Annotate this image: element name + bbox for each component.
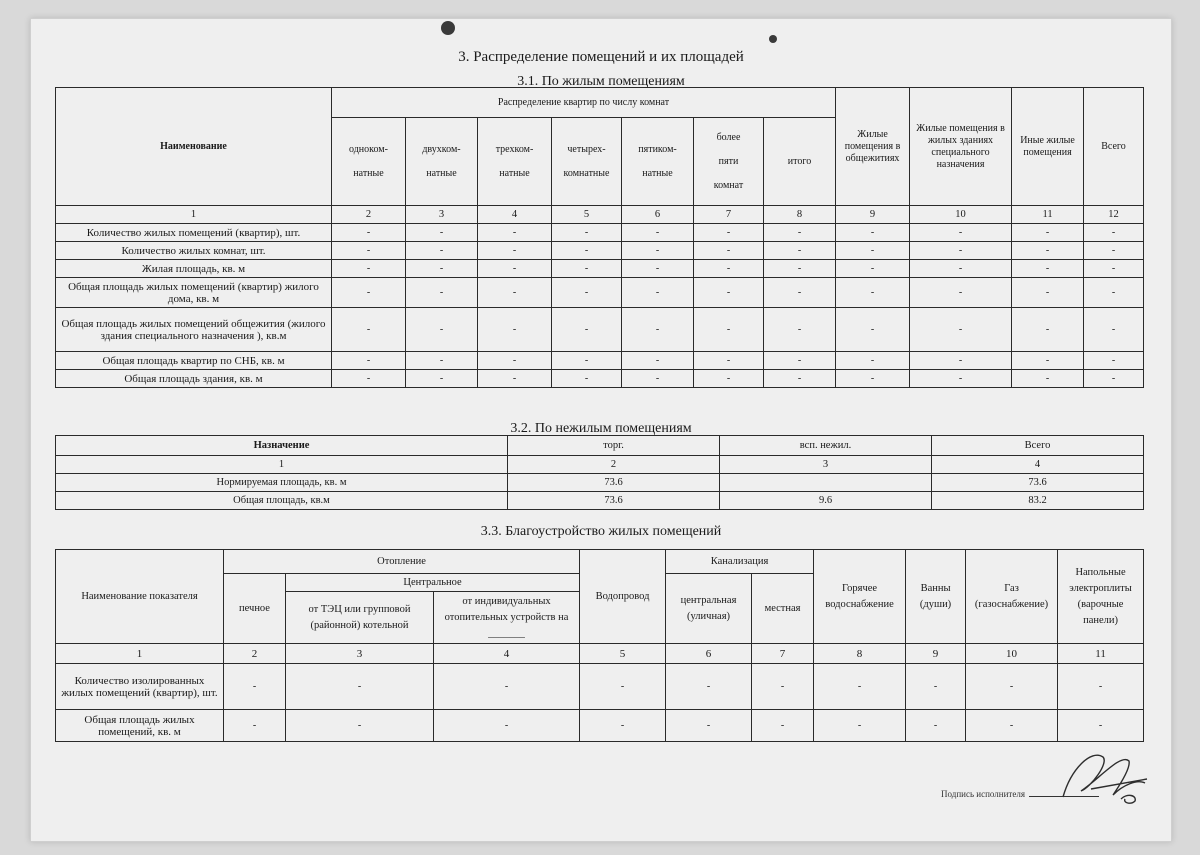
table-cell: - (1084, 352, 1144, 370)
document-sheet (30, 18, 1172, 842)
table-cell: - (552, 260, 622, 278)
table-cell: 83.2 (932, 492, 1144, 510)
table-row (56, 352, 1144, 370)
section3-title: 3.3. Благоустройство жилых помещений (480, 524, 722, 539)
table-cell: - (666, 664, 752, 710)
table-cell: - (286, 664, 434, 710)
table-row (56, 260, 1144, 278)
sewer-header: Канализация (666, 550, 814, 574)
table-row (56, 370, 1144, 388)
table-cell: - (764, 278, 836, 308)
table-cell: - (406, 278, 478, 308)
table-cell: - (694, 308, 764, 352)
table-cell: - (966, 664, 1058, 710)
table-cell: - (1084, 278, 1144, 308)
table-cell: - (332, 260, 406, 278)
column-number: 11 (1058, 644, 1144, 664)
table-cell: - (910, 352, 1012, 370)
table-cell: 73.6 (508, 474, 720, 492)
table-cell: - (434, 664, 580, 710)
stove-header: печное (224, 574, 286, 644)
row-label: Количество жилых комнат, шт. (56, 242, 332, 260)
row-label: Количество изолированных жилых помещений (квартир), шт. (56, 664, 224, 710)
table-cell (720, 474, 932, 492)
table-cell: - (1084, 370, 1144, 388)
table-cell: - (434, 710, 580, 742)
table-cell: - (332, 224, 406, 242)
table-cell: 73.6 (508, 492, 720, 510)
column-number: 2 (508, 456, 720, 474)
table-row (56, 242, 1144, 260)
column-number: 4 (434, 644, 580, 664)
row-label: Общая площадь, кв.м (56, 492, 508, 510)
table-cell: - (622, 352, 694, 370)
special-building-header: Жилые помещения в жилых зданиях специального назначения (910, 88, 1012, 206)
table-cell: - (286, 710, 434, 742)
table-cell: - (406, 370, 478, 388)
table-cell: - (552, 370, 622, 388)
electric-stove-header: Напольные электроплиты (варочные панели) (1058, 550, 1144, 644)
table-cell: - (1012, 370, 1084, 388)
column-number: 4 (932, 456, 1144, 474)
table-cell: - (1084, 260, 1144, 278)
dormitory-header: Жилые помещения в общежитиях (836, 88, 910, 206)
table-row (56, 224, 1144, 242)
table-cell: - (478, 308, 552, 352)
central-individual-header: от индивидуальных отопительных устройств на _______ (434, 592, 580, 644)
table-cell: - (332, 352, 406, 370)
column-number: 4 (478, 206, 552, 224)
table-cell: - (910, 242, 1012, 260)
table-cell: - (910, 224, 1012, 242)
handwritten-signature (1051, 739, 1151, 809)
table-cell: - (814, 710, 906, 742)
table-cell: - (764, 242, 836, 260)
table-cell: - (836, 352, 910, 370)
column-number: 9 (906, 644, 966, 664)
rooms-group-header: Распределение квартир по числу комнат (332, 88, 836, 118)
indicator-header: Наименование показателя (56, 550, 224, 644)
table-cell: - (910, 308, 1012, 352)
table-cell: - (406, 242, 478, 260)
rooms-column-header: более пяти комнат (694, 118, 764, 206)
table-cell: - (1058, 710, 1144, 742)
rooms-column-header: трехком- натные (478, 118, 552, 206)
gas-header: Газ (газоснабжение) (966, 550, 1058, 644)
table-cell: - (1012, 260, 1084, 278)
section1-title: 3.1. По жилым помещениям (517, 74, 685, 89)
table-cell: - (966, 710, 1058, 742)
table-cell: - (910, 278, 1012, 308)
table-cell: - (836, 308, 910, 352)
table-cell: - (478, 224, 552, 242)
table-cell: - (406, 224, 478, 242)
column-number: 5 (552, 206, 622, 224)
table-cell: - (622, 278, 694, 308)
table-cell: - (332, 370, 406, 388)
table-cell: - (764, 260, 836, 278)
table-cell: - (764, 370, 836, 388)
table-cell: - (836, 224, 910, 242)
table-cell: - (764, 308, 836, 352)
column-number: 1 (56, 644, 224, 664)
table-cell: - (764, 352, 836, 370)
table-cell: - (406, 308, 478, 352)
row-label: Жилая площадь, кв. м (56, 260, 332, 278)
other-header: Иные жилые помещения (1012, 88, 1084, 206)
table-cell: - (1012, 224, 1084, 242)
column-number: 3 (286, 644, 434, 664)
section2-title: 3.2. По нежилым помещениям (510, 421, 692, 436)
table-cell: - (332, 242, 406, 260)
column-number: 8 (764, 206, 836, 224)
punch-hole-mark (769, 35, 777, 43)
nonres-column-header: Всего (932, 436, 1144, 456)
column-number: 3 (720, 456, 932, 474)
table-cell: - (552, 242, 622, 260)
residential-table (55, 87, 1144, 388)
baths-header: Ванны (души) (906, 550, 966, 644)
table-cell: - (694, 242, 764, 260)
rooms-column-header: одноком- натные (332, 118, 406, 206)
table-cell: 9.6 (720, 492, 932, 510)
table-cell: - (1012, 278, 1084, 308)
table-cell: - (814, 664, 906, 710)
table-row (56, 474, 1144, 492)
table-cell: - (1058, 664, 1144, 710)
table-row (56, 308, 1144, 352)
column-number: 2 (224, 644, 286, 664)
water-header: Водопровод (580, 550, 666, 644)
table-cell: - (694, 278, 764, 308)
table-cell: - (580, 664, 666, 710)
nonres-column-header: Назначение (56, 436, 508, 456)
nonres-column-header: всп. нежил. (720, 436, 932, 456)
table-row (56, 710, 1144, 742)
table-cell: - (836, 278, 910, 308)
row-label: Общая площадь жилых помещений, кв. м (56, 710, 224, 742)
nonresidential-table (55, 435, 1144, 510)
rooms-column-header: двухком- натные (406, 118, 478, 206)
total-header: Всего (1084, 88, 1144, 206)
table-cell: - (1084, 242, 1144, 260)
column-number: 10 (910, 206, 1012, 224)
row-label: Общая площадь жилых помещений (квартир) жилого дома, кв. м (56, 278, 332, 308)
table-cell: - (906, 664, 966, 710)
table-row (56, 664, 1144, 710)
table-cell: - (752, 710, 814, 742)
row-label: Количество жилых помещений (квартир), шт. (56, 224, 332, 242)
column-number: 1 (56, 206, 332, 224)
table-cell: - (552, 278, 622, 308)
table-cell: - (1012, 242, 1084, 260)
sewer-central-header: центральная (уличная) (666, 574, 752, 644)
table-cell: - (552, 224, 622, 242)
table-cell: - (622, 224, 694, 242)
name-header: Наименование (56, 88, 332, 206)
table-cell: - (406, 260, 478, 278)
column-number: 9 (836, 206, 910, 224)
table-cell: - (752, 664, 814, 710)
signature-label: Подпись исполнителя (941, 789, 1025, 799)
table-cell: - (622, 308, 694, 352)
table-cell: 73.6 (932, 474, 1144, 492)
table-cell: - (478, 278, 552, 308)
table-cell: - (836, 260, 910, 278)
rooms-column-header: пятиком- натные (622, 118, 694, 206)
column-number: 3 (406, 206, 478, 224)
nonres-column-header: торг. (508, 436, 720, 456)
table-cell: - (694, 352, 764, 370)
table-cell: - (1084, 224, 1144, 242)
table-cell: - (224, 664, 286, 710)
sewer-local-header: местная (752, 574, 814, 644)
page-title: 3. Распределение помещений и их площадей (458, 49, 744, 65)
table-cell: - (622, 242, 694, 260)
column-number: 5 (580, 644, 666, 664)
table-cell: - (836, 370, 910, 388)
column-number: 6 (622, 206, 694, 224)
table-cell: - (478, 260, 552, 278)
column-number: 2 (332, 206, 406, 224)
table-cell: - (478, 370, 552, 388)
column-number: 11 (1012, 206, 1084, 224)
row-label: Нормируемая площадь, кв. м (56, 474, 508, 492)
table-cell: - (622, 260, 694, 278)
table-cell: - (836, 242, 910, 260)
row-label: Общая площадь квартир по СНБ, кв. м (56, 352, 332, 370)
rooms-column-header: четырех- комнатные (552, 118, 622, 206)
table-cell: - (406, 352, 478, 370)
table-row (56, 278, 1144, 308)
rooms-column-header: итого (764, 118, 836, 206)
hot-water-header: Горячее водоснабжение (814, 550, 906, 644)
table-cell: - (694, 260, 764, 278)
column-number: 8 (814, 644, 906, 664)
table-cell: - (224, 710, 286, 742)
central-tec-header: от ТЭЦ или групповой (районной) котельной (286, 592, 434, 644)
table-cell: - (906, 710, 966, 742)
table-cell: - (552, 352, 622, 370)
column-number: 7 (752, 644, 814, 664)
table-cell: - (580, 710, 666, 742)
table-cell: - (1084, 308, 1144, 352)
table-cell: - (478, 242, 552, 260)
table-cell: - (552, 308, 622, 352)
table-cell: - (694, 370, 764, 388)
table-cell: - (1012, 352, 1084, 370)
table-cell: - (1012, 308, 1084, 352)
table-cell: - (622, 370, 694, 388)
table-cell: - (910, 370, 1012, 388)
row-label: Общая площадь жилых помещений общежития (жилого здания специального назначения ), кв.м (56, 308, 332, 352)
central-header: Центральное (286, 574, 580, 592)
amenities-table (55, 549, 1144, 742)
table-row (56, 492, 1144, 510)
table-cell: - (332, 308, 406, 352)
row-label: Общая площадь здания, кв. м (56, 370, 332, 388)
column-number: 1 (56, 456, 508, 474)
column-number: 12 (1084, 206, 1144, 224)
column-number: 7 (694, 206, 764, 224)
table-cell: - (332, 278, 406, 308)
heating-header: Отопление (224, 550, 580, 574)
table-cell: - (764, 224, 836, 242)
column-number: 10 (966, 644, 1058, 664)
table-cell: - (910, 260, 1012, 278)
column-number: 6 (666, 644, 752, 664)
punch-hole-mark (441, 21, 455, 35)
table-cell: - (478, 352, 552, 370)
table-cell: - (666, 710, 752, 742)
table-cell: - (694, 224, 764, 242)
